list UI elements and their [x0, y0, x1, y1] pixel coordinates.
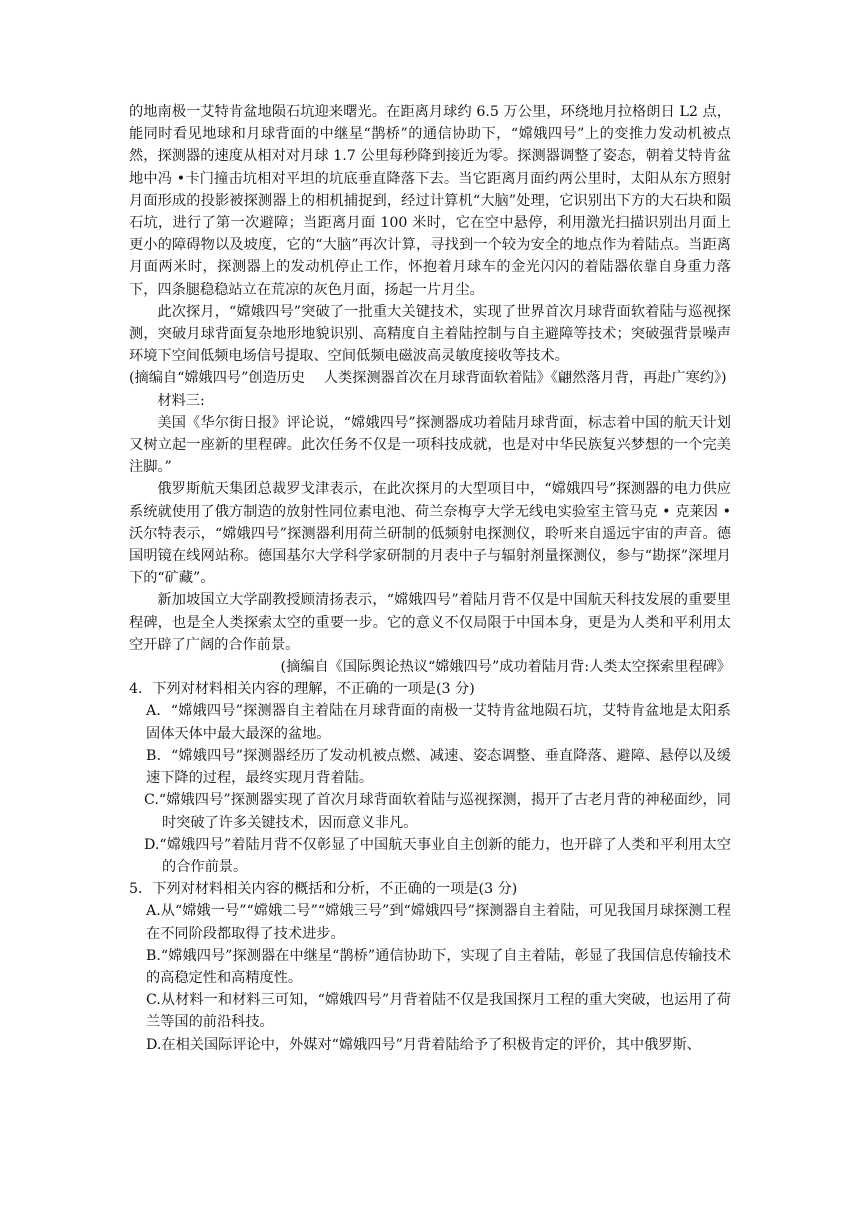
- question-4-option-d: D.“嫦娥四号”着陆月背不仅彰显了中国航天事业自主创新的能力，也开辟了人类和平利用太空的合作前景。: [144, 836, 731, 875]
- question-5-option-a: A.从“嫦娥一号”“嫦娥二号”“嫦娥三号”到“嫦娥四号”探测器自主着陆，可见我国月球探测工程在不同阶段都取得了技术进步。: [146, 903, 731, 942]
- material3-label: 材料三:: [157, 392, 205, 409]
- question-5-stem: 5．下列对材料相关内容的概括和分析，不正确的一项是(3 分): [129, 881, 518, 898]
- material3-paragraph-wsj: 美国《华尔街日报》评论说，“嫦娥四号”探测器成功着陆月球背面，标志着中国的航天计划又树立起一座新的里程碑。此次任务不仅是一项科技成就，也是对中华民族复兴梦想的一个完美注脚。”: [129, 414, 731, 476]
- material2-source-citation: (摘编自“嫦娥四号”创造历史 人类探测器首次在月球背面软着陆》《翩然落月背，再赴广寒约》): [129, 370, 727, 387]
- material2-paragraph-breakthroughs: 此次探月，“嫦娥四号”突破了一批重大关键技术，实现了世界首次月球背面软着陆与巡视探测，突破月球背面复杂地形地貌识别、高精度自主着陆控制与自主避障等技术；突破强背景噪声环境下空间低频电场信号提取、空间低频电磁波高灵敏度接收等技术。: [129, 303, 731, 365]
- material3-paragraph-russia: 俄罗斯航天集团总裁罗戈津表示，在此次探月的大型项目中，“嫦娥四号”探测器的电力供应系统就使用了俄方制造的放射性同位素电池、荷兰奈梅亨大学无线电实验室主管马克 • 克莱因 • 沃尔特表示，“嫦娥四号”探测器利用荷兰研制的低频射电探测仪，聆听来自遥远宇宙的声音。德国明镜在线网站称。德国基尔大学科学家研制的月表中子与辐射剂量探测仪，参与“勘探”深埋月下的“矿藏”。: [129, 481, 731, 587]
- question-4-option-c: C.“嫦娥四号”探测器实现了首次月球背面软着陆与巡视探测，揭开了古老月背的神秘面纱，同时突破了许多关键技术，因而意义非凡。: [144, 792, 731, 831]
- question-4-option-a: A．“嫦娥四号”探测器自主着陆在月球背面的南极一艾特肯盆地陨石坑，艾特肯盆地是太阳系固体天体中最大最深的盆地。: [146, 703, 731, 742]
- question-5-option-c: C.从材料一和材料三可知，“嫦娥四号”月背着陆不仅是我国探月工程的重大突破，也运用了荷兰等国的前沿科技。: [146, 992, 731, 1031]
- page-content: [129, 101, 731, 1056]
- material3-source-citation: (摘编自《国际舆论热议“嫦娥四号”成功着陆月背:人类太空探索里程碑》: [280, 659, 731, 676]
- question-5-option-b: B.“嫦娥四号”探测器在中继星“鹊桥”通信协助下，实现了自主着陆，彰显了我国信息传输技术的高稳定性和高精度性。: [146, 947, 731, 986]
- question-5-option-d: D.在相关国际评论中，外媒对“嫦娥四号”月背着陆给予了积极肯定的评价，其中俄罗斯、: [146, 1036, 701, 1053]
- material3-paragraph-singapore: 新加坡国立大学副教授顾清扬表示，“嫦娥四号”着陆月背不仅是中国航天科技发展的重要里程碑，也是全人类探索太空的重要一步。它的意义不仅局限于中国本身，更是为人类和平利用太空开辟了广阔的合作前景。: [129, 592, 731, 653]
- question-4-stem: 4．下列对材料相关内容的理解，不正确的一项是(3 分): [129, 681, 475, 698]
- question-4-option-b: B．“嫦娥四号”探测器经历了发动机被点燃、减速、姿态调整、垂直降落、避障、悬停以及缓速下降的过程，最终实现月背着陆。: [146, 747, 731, 787]
- material2-paragraph-landing: 的地南极一艾特肯盆地陨石坑迎来曙光。在距离月球约 6.5 万公里，环绕地月拉格朗日 L2 点，能同时看见地球和月球背面的中继星“鹊桥”的通信协助下，“嫦娥四号”上的变推力发动机被点然，探测器的速度从相对对月球 1.7 公里每秒降到接近为零。探测器调整了姿态，朝着艾特肯盆地中冯 •卡门撞击坑相对平坦的坑底垂直降落下去。当它距离月面约两公里时，太阳从东方照射月面形成的投影被探测器上的相机捕捉到，经过计算机“大脑”处理，它识别出下方的大石块和陨石坑，进行了第一次避障；当距离月面 100 米时，它在空中悬停，利用激光扫描识别出月面上更小的障碍物以及坡度，它的“大脑”再次计算，寻找到一个较为安全的地点作为着陆点。当距离月面两米时，探测器上的发动机停止工作，怀抱着月球车的金光闪闪的着陆器依靠自身重力落下，四条腿稳稳站立在荒凉的灰色月面，扬起一片月尘。: [129, 104, 731, 298]
